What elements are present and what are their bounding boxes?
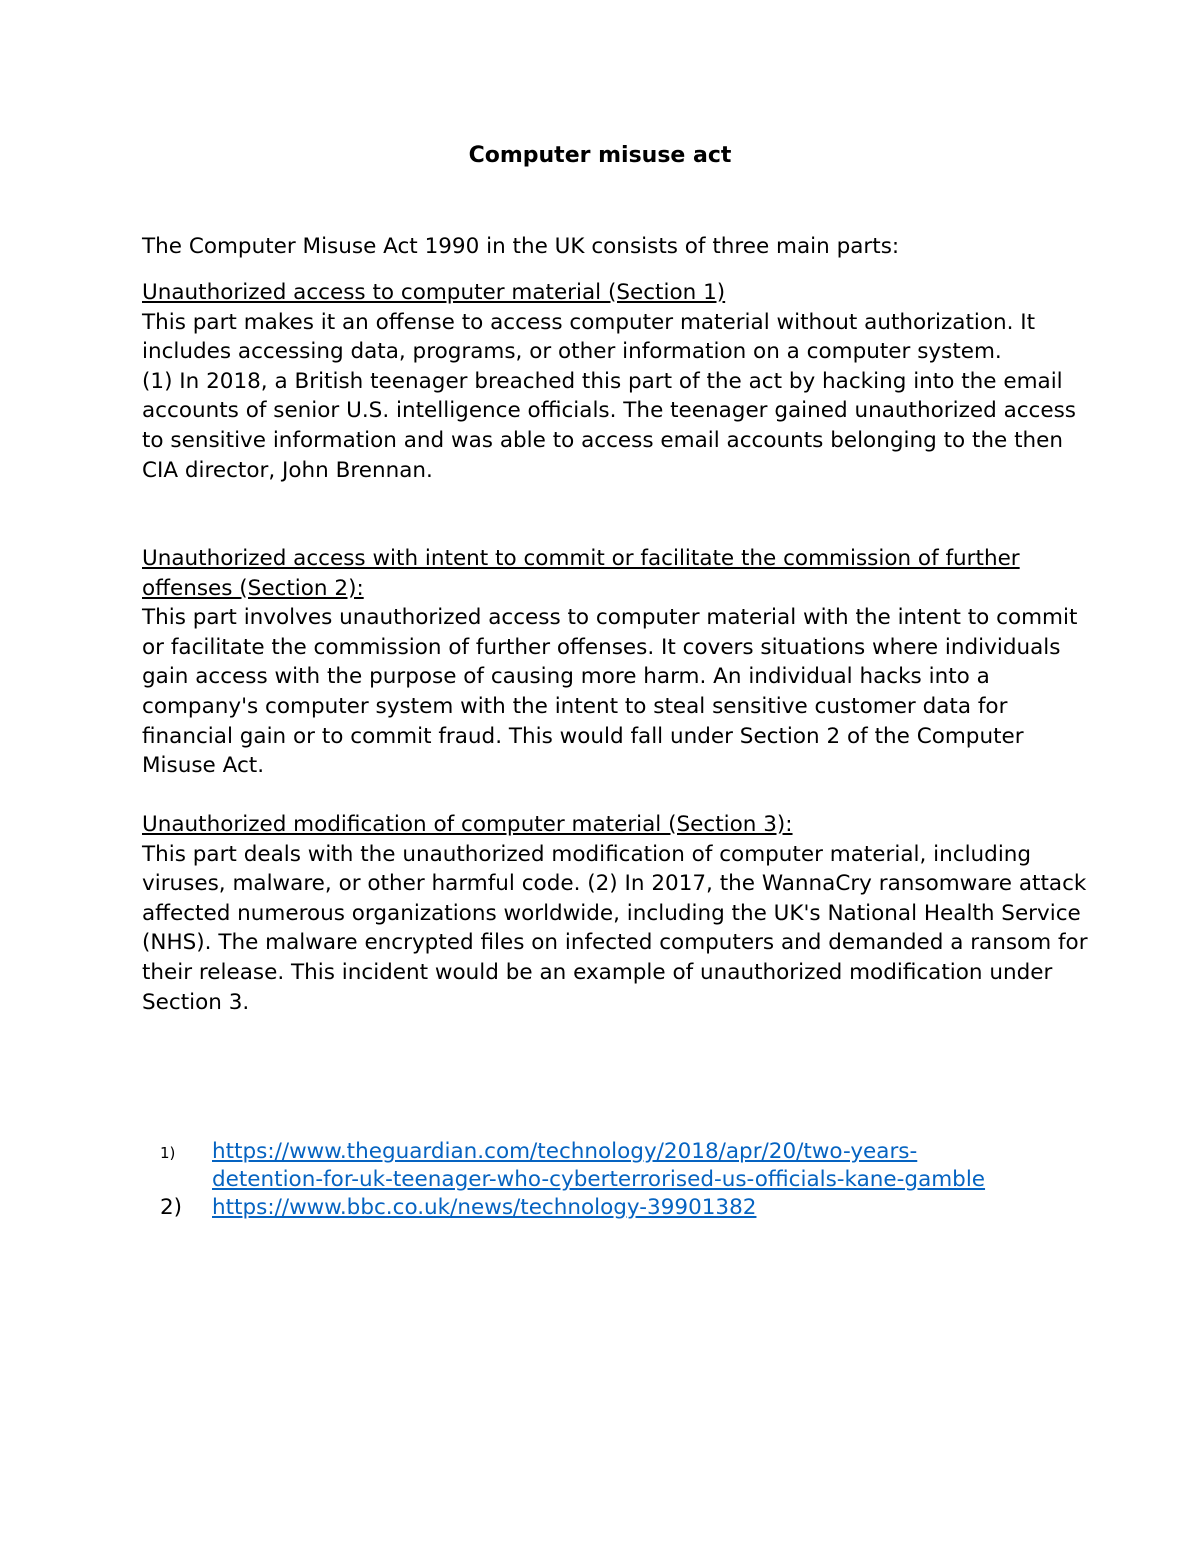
section-2-heading: Unauthorized access with intent to commit or facilitate the commission of further offenses (Section 2): [142, 546, 1020, 601]
reference-item [160, 1194, 1020, 1222]
intro-paragraph: The Computer Misuse Act 1990 in the UK consists of three main parts: [142, 234, 900, 259]
section-2-body: This part involves unauthorized access to computer material with the intent to commit or facilitate the commission of further offenses. It covers situations where individuals gain access with the purpose of causing more harm. An individual hacks into a company's computer system with the intent to steal sensitive customer data for financial gain or to commit fraud. This would fall under Section 2 of the Computer Misuse Act. [142, 605, 1078, 779]
document-title: Computer misuse act [468, 143, 732, 168]
reference-link[interactable]: https://www.theguardian.com/technology/2018/apr/20/two-years-detention-for-uk-teenager-who-cyberterrorised-us-officials-kane-gamble [212, 1139, 986, 1192]
reference-number: 2) [160, 1195, 183, 1220]
section-3-heading: Unauthorized modification of computer material (Section 3): [142, 812, 793, 837]
section-1-example: (1) In 2018, a British teenager breached this part of the act by hacking into the email accounts of senior U.S. intelligence officials. The teenager gained unauthorized access to sensitive information and was able to access email accounts belonging to the then CIA director, John Brennan. [142, 368, 1077, 483]
section-3-body: This part deals with the unauthorized modification of computer material, including viruses, malware, or other harmful code. (2) In 2017, the WannaCry ransomware attack affected numerous organizations worldwide, including the UK's National Health Service (NHS). The malware encrypted files on infected computers and demanded a ransom for their release. This incident would be an example of unauthorized modification under Section 3. [142, 841, 1088, 1015]
section-2 [142, 544, 1092, 781]
section-3 [142, 810, 1092, 1017]
reference-link[interactable]: https://www.bbc.co.uk/news/technology-39901382 [212, 1195, 757, 1220]
reference-number: 1) [160, 1144, 176, 1162]
section-1 [142, 278, 1092, 485]
section-1-body: This part makes it an offense to access computer material without authorization. It includes accessing data, programs, or other information on a computer system. [142, 309, 1036, 365]
section-1-heading: Unauthorized access to computer material (Section 1) [142, 280, 726, 305]
reference-list [160, 1138, 1020, 1222]
reference-item [160, 1138, 1020, 1194]
